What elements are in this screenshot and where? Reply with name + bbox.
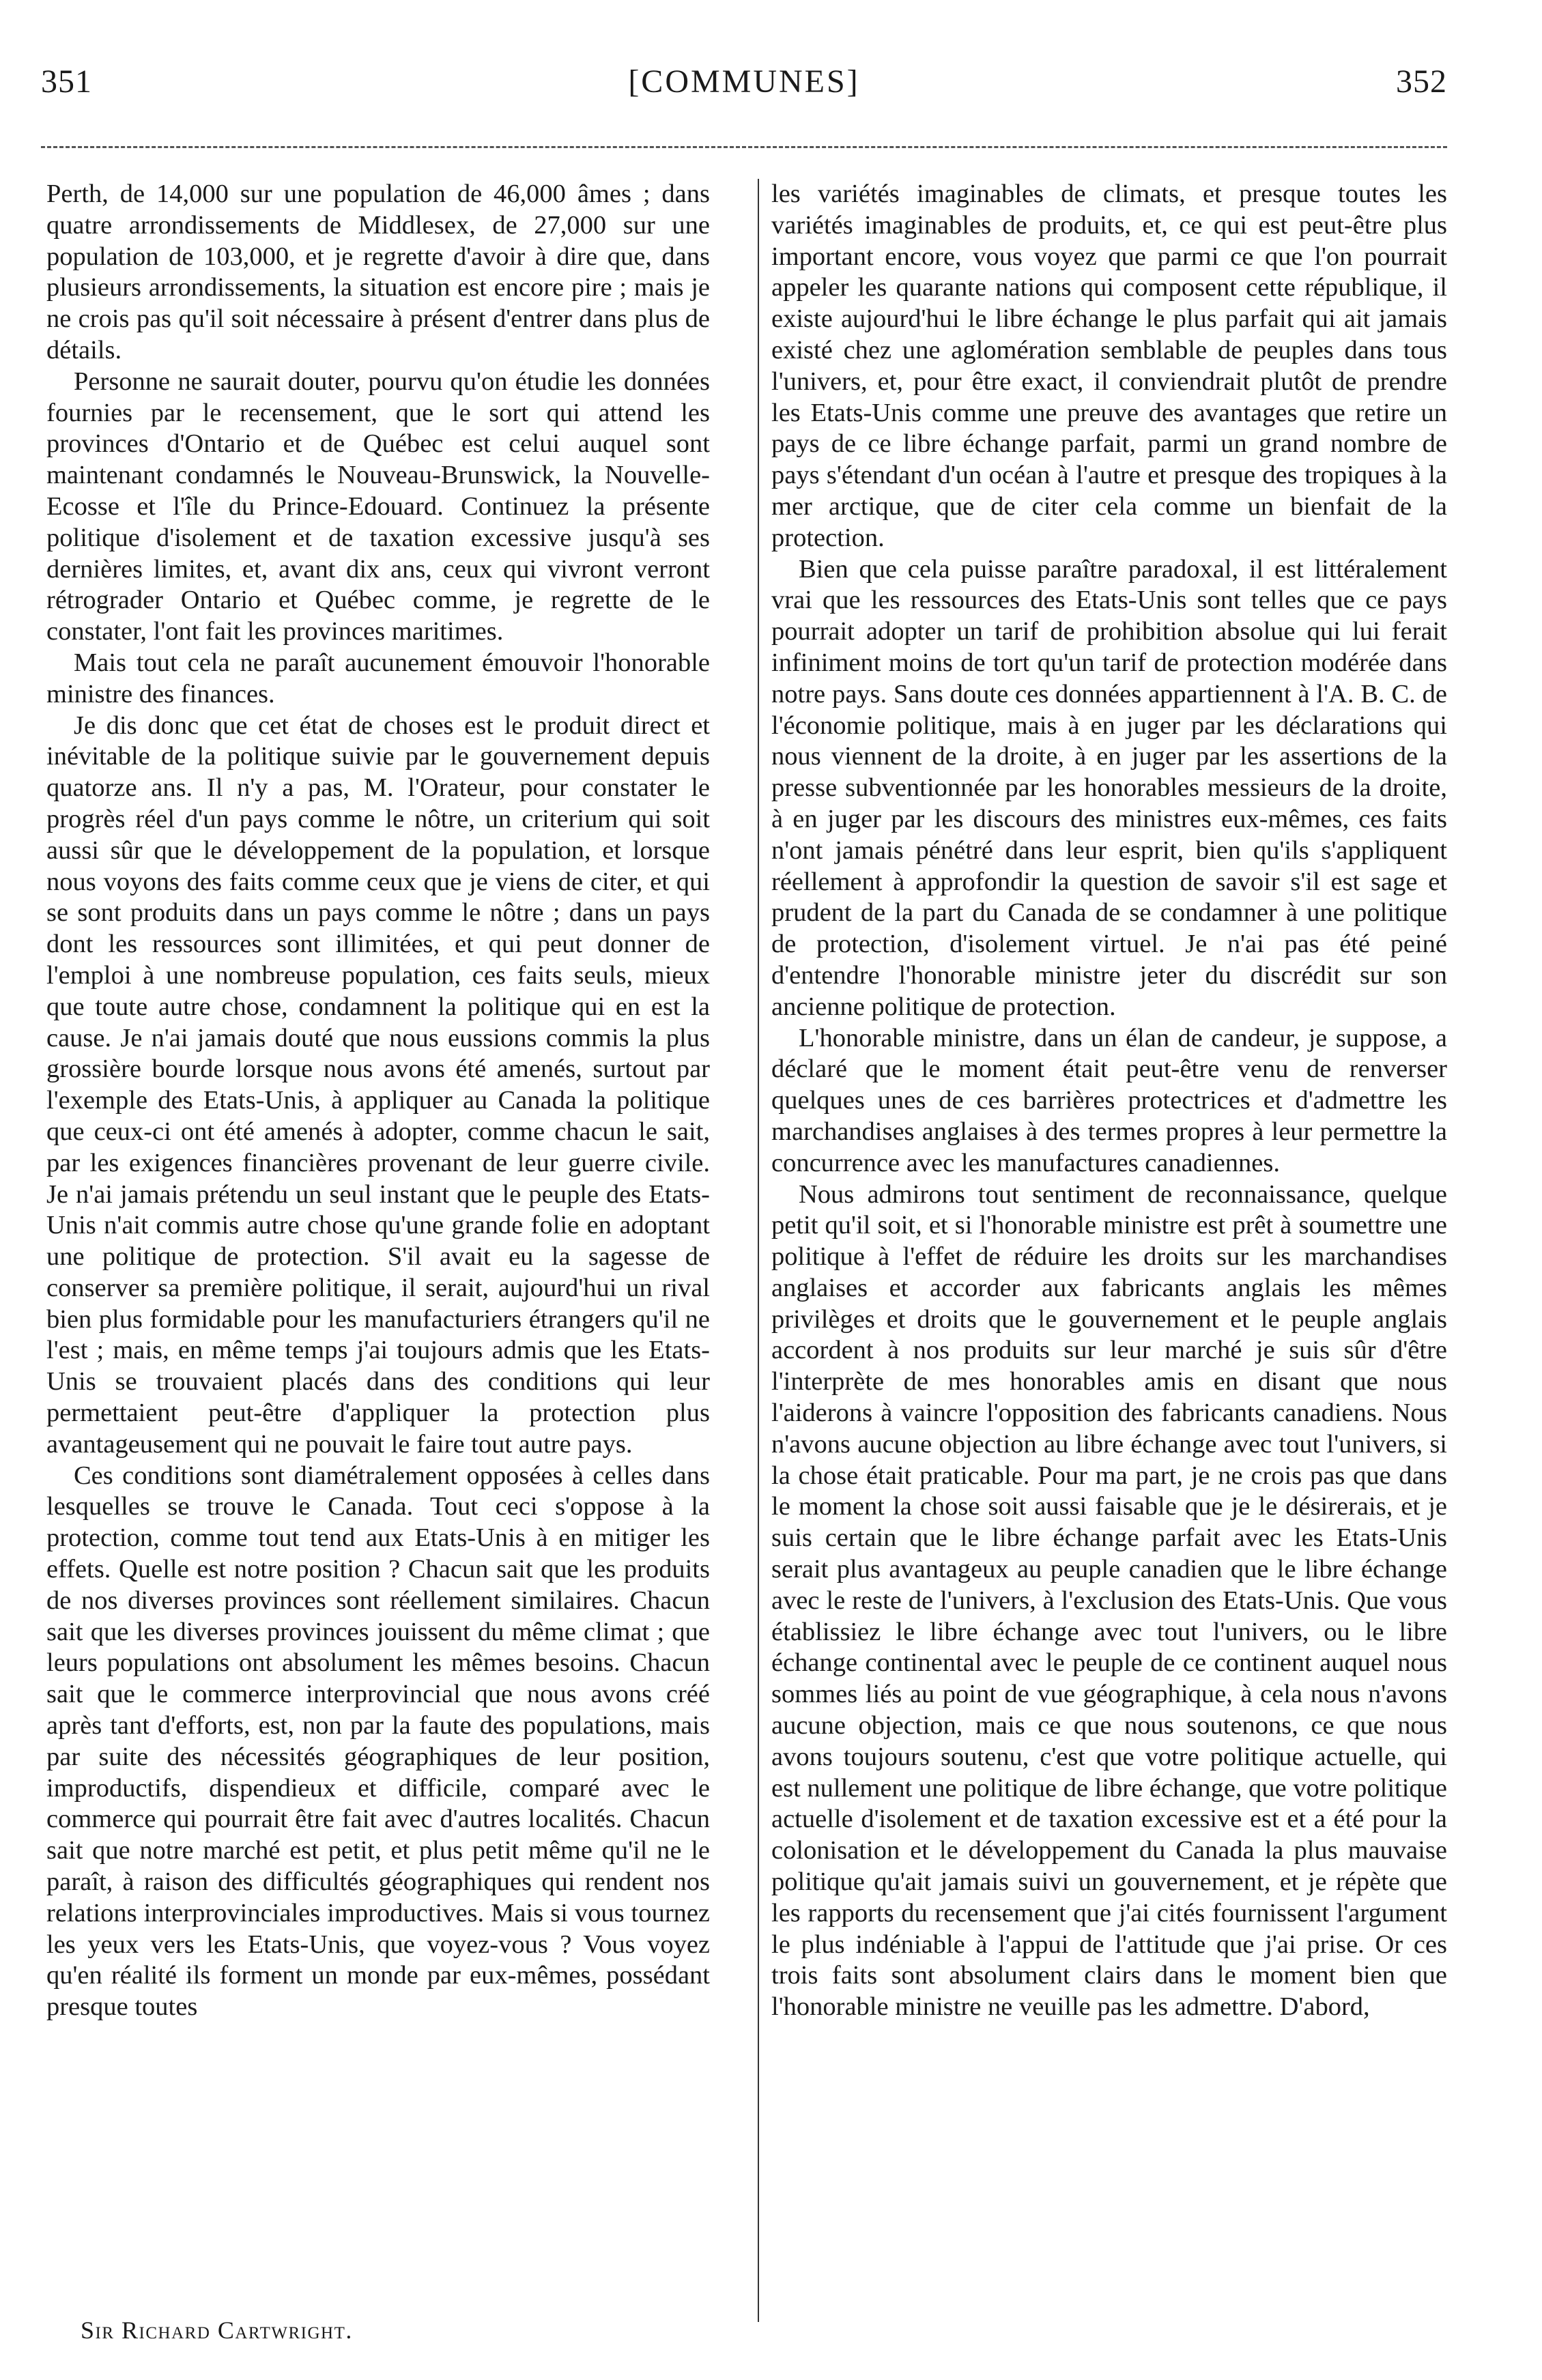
header-rule <box>41 146 1447 148</box>
paragraph: Nous admirons tout sentiment de reconnaissance, quelque petit qu'il soit, et si l'honorable ministre est prêt à soumettre une politique à l'effet de réduire les droits sur les marchandises anglaises et accorder aux fabricants anglais les mêmes privilèges et droits que le gouvernement et le peuple anglais accordent à nos produits sur leur marché je suis sûr d'être l'interprète de mes honorables amis en disant que nous l'aiderons à vaincre l'opposition des fabricants canadiens. Nous n'avons aucune objection au libre échange avec tout l'univers, si la chose était praticable. Pour ma part, je ne crois pas que dans le moment la chose soit aussi faisable que je le désirerais, et je suis certain que le libre échange parfait avec les Etats-Unis serait plus avantageux au peuple canadien que le libre échange avec le reste de l'univers, à l'exclusion des Etats-Unis. Que vous établissiez le libre échange avec tout l'univers, ou le libre échange continental avec le peuple de ce continent auquel nous sommes liés au point de vue géographique, à cela nous n'avons aucune objection, mais ce que nous soutenons, ce que nous avons toujours soutenu, c'est que votre politique actuelle, qui est nullement une politique de libre échange, que votre politique actuelle d'isolement et de taxation excessive est et a été pour la colonisation et le développement du Canada la plus mauvaise politique qu'ait jamais suivi un gouvernement, et je répète que les rapports du recensement que j'ai cités fournissent l'argument le plus indéniable à l'appui de l'attitude que j'ai prise. Or ces trois faits sont absolument clairs dans le moment bien que l'honorable ministre ne veuille pas les admettre. D'abord, <box>771 1179 1448 2022</box>
page-header <box>41 63 1447 124</box>
running-title: [COMMUNES] <box>628 63 860 100</box>
left-column <box>46 179 710 2023</box>
paragraph: Mais tout cela ne paraît aucunement émouvoir l'honorable ministre des finances. <box>46 648 710 708</box>
paragraph: L'honorable ministre, dans un élan de candeur, je suppose, a déclaré que le moment était peut-être venu de renverser quelques unes de ces barrières protectrices et d'admettre les marchandises anglaises à des termes propres à leur permettre la concurrence avec les manufactures canadiennes. <box>771 1023 1447 1177</box>
paragraph: les variétés imaginables de climats, et presque toutes les variétés imaginables de produits, et, ce qui est peut-être plus important encore, vous voyez que parmi ce que l'on pourrait appeler les quarante nations qui composent cette république, il existe aujourd'hui le libre échange le plus parfait qui ait jamais existé chez une aglomération semblable de peuples dans tous l'univers, et, pour être exact, il conviendrait plutôt de prendre les Etats-Unis comme une preuve des avantages que retire un pays de ce libre échange parfait, parmi un grand nombre de pays s'étendant d'un océan à l'autre et presque des tropiques à la mer arctique, que de citer cela comme un bienfait de la protection. <box>771 180 1447 552</box>
paragraph: Ces conditions sont diamétralement opposées à celles dans lesquelles se trouve le Canada. Tout ceci s'oppose à la protection, comme tout tend aux Etats-Unis à en mitiger les effets. Quelle est notre position ? Chacun sait que les produits de nos diverses provinces sont réellement similaires. Chacun sait que les diverses provinces jouissent du même climat ; que leurs populations ont absolument les mêmes besoins. Chacun sait que le commerce interprovincial que nous avons créé après tant d'efforts, est, non par la faute des populations, mais par suite des nécessités géographiques de leur position, improductifs, dispendieux et difficile, comparé avec le commerce qui pourrait être fait avec d'autres localités. Chacun sait que notre marché est petit, et plus petit même qu'il ne le paraît, à raison des difficultés géographiques qui rendent nos relations interprovinciales improductives. Mais si vous tournez les yeux vers les Etats-Unis, que voyez-vous ? Vous voyez qu'en réalité ils forment un monde par eux-mêmes, possédant presque toutes <box>46 1461 710 2022</box>
right-column <box>771 179 1447 2023</box>
column-divider <box>758 179 759 2322</box>
speaker-footer: Sir Richard Cartwright. <box>81 2317 353 2344</box>
paragraph: Je dis donc que cet état de choses est le produit direct et inévitable de la politique suivie par le gouvernement depuis quatorze ans. Il n'y a pas, M. l'Orateur, pour constater le progrès réel d'un pays comme le nôtre, un criterium qui soit aussi sûr que le développement de la population, et lorsque nous voyons des faits comme ceux que je viens de citer, et qui se sont produits dans un pays comme le nôtre ; dans un pays dont les ressources sont illimitées, et qui peut donner de l'emploi à une nombreuse population, ces faits seuls, mieux que toute autre chose, condamnent la politique qui en est la cause. Je n'ai jamais douté que nous eussions commis la plus grossière bourde lorsque nous avons été amenés, surtout par l'exemple des Etats-Unis, à appliquer au Canada la politique que ceux-ci ont été amenés à adopter, comme chacun le sait, par les exigences financières provenant de leur guerre civile. Je n'ai jamais prétendu un seul instant que le peuple des Etats-Unis n'ait commis autre chose qu'une grande folie en adoptant une politique de protection. S'il avait eu la sagesse de conserver sa première politique, il serait, aujourd'hui un rival bien plus formidable pour les manufacturiers étrangers qu'il ne l'est ; mais, en même temps j'ai toujours admis que les Etats-Unis se trouvaient placés dans des conditions qui leur permettaient peut-être d'appliquer la protection plus avantageusement qui ne pouvait le faire tout autre pays. <box>46 711 710 1459</box>
paragraph: Personne ne saurait douter, pourvu qu'on étudie les données fournies par le recensement, que le sort qui attend les provinces d'Ontario et de Québec est celui auquel sont maintenant condamnés le Nouveau-Brunswick, la Nouvelle-Ecosse et l'île du Prince-Edouard. Continuez la présente politique d'isolement et de taxation excessive jusqu'à ses dernières limites, et, avant dix ans, ceux qui vivront verront rétrograder Ontario et Québec comme, je regrette de le constater, l'ont fait les provinces maritimes. <box>46 367 710 646</box>
paragraph: Perth, de 14,000 sur une population de 46,000 âmes ; dans quatre arrondissements de Middlesex, de 27,000 sur une population de 103,000, et je regrette d'avoir à dire que, dans plusieurs arrondissements, la situation est encore pire ; mais je ne crois pas qu'il soit nécessaire à présent d'entrer dans plus de détails. <box>46 180 710 364</box>
page-number-left: 351 <box>41 63 92 100</box>
paragraph: Bien que cela puisse paraître paradoxal, il est littéralement vrai que les ressources des Etats-Unis sont telles que ce pays pourrait adopter un tarif de prohibition absolue qui lui ferait infiniment moins de tort qu'un tarif de protection modérée dans notre pays. Sans doute ces données appartiennent à l'A. B. C. de l'économie politique, mais à en juger par les déclarations qui nous viennent de la droite, à en juger par les assertions de la presse subventionnée par les honorables messieurs de la droite, à en juger par les discours des ministres eux-mêmes, ces faits n'ont jamais pénétré dans leur esprit, bien qu'ils s'appliquent réellement à approfondir la question de savoir s'il est sage et prudent de la part du Canada de se condamner à une politique de protection, d'isolement virtuel. Je n'ai pas été peiné d'entendre l'honorable ministre jeter du discrédit sur son ancienne politique de protection. <box>771 554 1447 1021</box>
page-number-right: 352 <box>1396 63 1447 100</box>
